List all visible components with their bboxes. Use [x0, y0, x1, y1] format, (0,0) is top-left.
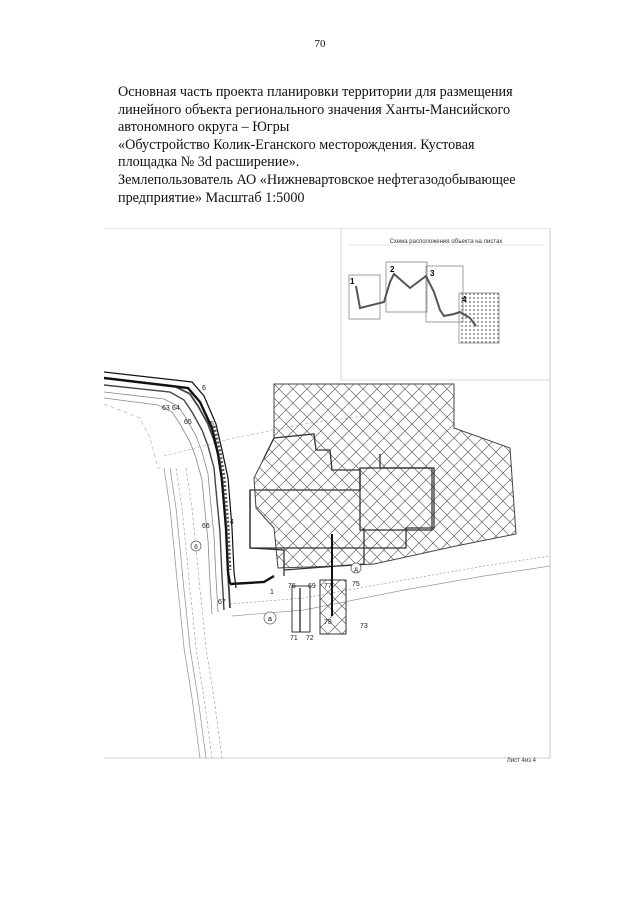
point-label: 1	[270, 589, 274, 596]
document-heading	[118, 84, 558, 207]
point-label: 77	[324, 583, 332, 590]
inset-sheet-number: 1	[350, 277, 355, 286]
road-corridor	[104, 378, 230, 758]
circle-mark: а	[268, 616, 272, 623]
heading-line: Основная часть проекта планировки территории для размещения	[118, 84, 513, 100]
heading-line: «Обустройство Колик-Еганского месторождения. Кустовая	[118, 136, 475, 153]
drawing-svg	[104, 228, 554, 768]
point-label: 67	[218, 599, 226, 606]
point-label: 65	[184, 419, 192, 426]
heading-line: Землепользователь АО «Нижневартовское нефтегазодобывающее	[118, 171, 516, 188]
point-label: 69	[308, 583, 316, 590]
planning-drawing	[104, 228, 554, 768]
point-label: 5	[210, 421, 214, 428]
point-label: 6	[202, 385, 206, 392]
inset-sheet-number: 4	[462, 295, 467, 304]
inset-sheet-number: 3	[430, 269, 435, 278]
inset-title: Схема расположения объекта на листах	[389, 239, 503, 245]
circle-mark: б	[194, 545, 198, 551]
heading-line: площадка № 3d расширение».	[118, 154, 300, 171]
point-label: 75	[352, 581, 360, 588]
point-label: 64	[172, 405, 180, 412]
route-band	[104, 372, 274, 588]
hatched-territory-zone	[254, 384, 516, 568]
point-label: 66	[202, 523, 210, 530]
page-number: 70	[314, 38, 326, 50]
heading-line: линейного объекта регионального значения Ханты-Мансийского	[118, 101, 511, 118]
circle-mark: д	[354, 567, 358, 573]
point-label: 71	[290, 635, 298, 642]
point-label: 73	[360, 623, 368, 630]
point-label: 72	[306, 635, 314, 642]
inset-sheet-number: 2	[390, 265, 395, 274]
point-label: 76	[288, 583, 296, 590]
sheet-number-label: Лист 4из 4	[506, 758, 536, 764]
point-label: 78	[324, 619, 332, 626]
point-label: 4	[230, 519, 234, 526]
inset-route-line	[356, 274, 476, 326]
heading-line: предприятие» Масштаб 1:5000	[118, 189, 305, 206]
inset-key-map	[348, 239, 544, 343]
point-label: 63	[162, 405, 170, 412]
heading-line: автономного округа – Югры	[118, 119, 290, 136]
